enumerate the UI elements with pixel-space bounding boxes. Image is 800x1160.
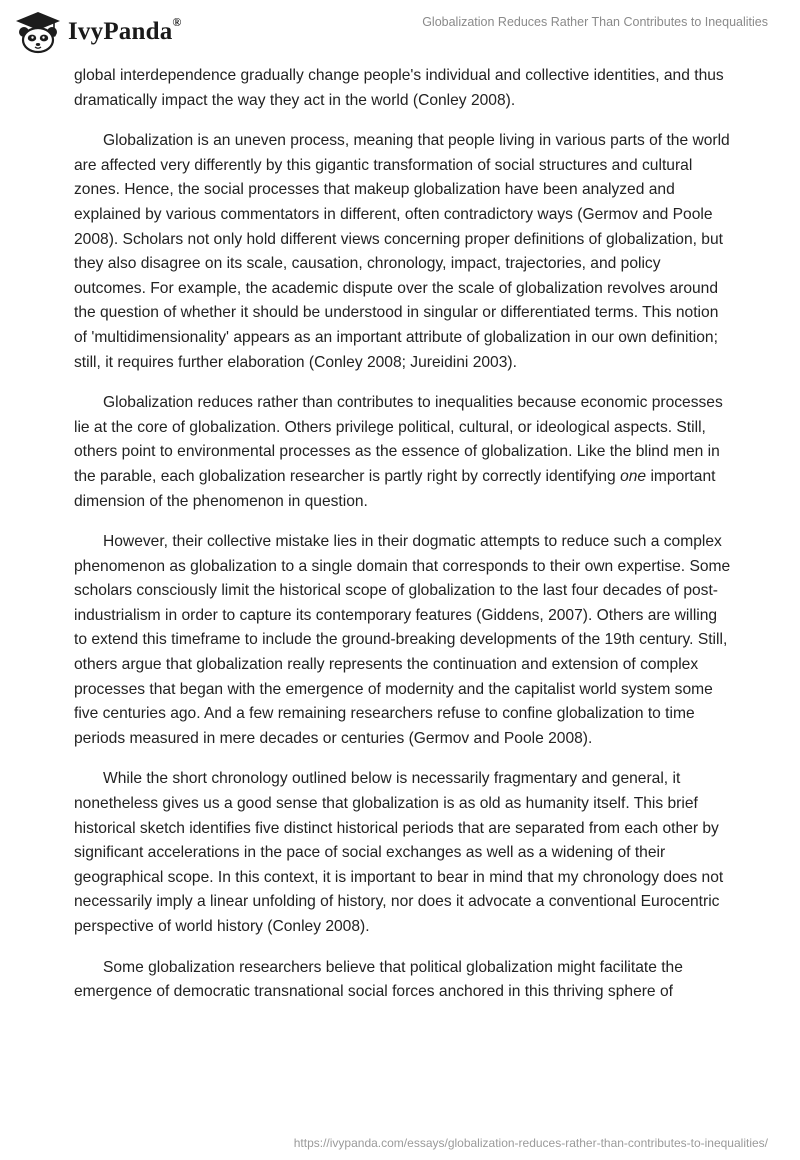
ivypanda-logo[interactable] xyxy=(14,10,182,54)
emphasis-text: one xyxy=(620,467,647,485)
paragraph: While the short chronology outlined below is necessarily fragmentary and general, it nonetheless gives us a good sense that globalization is as old as humanity itself. This brief historical sketch identifies five distinct historical periods that are separated from each other by significant accelerations in the pace of social exchanges as well as a widening of their geographical scope. In this context, it is important to bear in mind that my chronology does not necessarily imply a linear unfolding of history, nor does it advocate a conventional Eurocentric perspective of world history (Conley 2008). xyxy=(74,770,724,935)
logo-wordmark: IvyPanda® xyxy=(68,14,182,45)
essay-body xyxy=(74,64,734,1021)
paragraph: Some globalization researchers believe that political globalization might facilitate the emergence of democratic transnational social forces anchored in this thriving sphere of xyxy=(74,958,683,1001)
page-header xyxy=(0,0,800,70)
paragraph: Globalization reduces rather than contributes to inequalities because economic processes lie at the core of globalization. Others privilege political, cultural, or ideological aspects. Still, others point to environmental processes as the essence of globalization. Like the blind men in the parable, each globalization researcher is partly right by correctly identifying one important dimension of the phenomenon in question. xyxy=(74,394,723,510)
paragraph: global interdependence gradually change people's individual and collective identities, and thus dramatically impact the way they act in the world (Conley 2008). xyxy=(74,67,724,109)
document-title: Globalization Reduces Rather Than Contributes to Inequalities xyxy=(422,15,768,29)
paragraph: However, their collective mistake lies in their dogmatic attempts to reduce such a complex phenomenon as globalization to a single domain that corresponds to their own expertise. Some scholars consciously limit the historical scope of globalization to the last four decades of post-industrialism in order to capture its contemporary features (Giddens, 2007). Others are willing to extend this timeframe to include the ground-breaking developments of the 19th century. Still, others argue that globalization really represents the continuation and extension of complex processes that began with the emergence of modernity and the capitalist world system some five centuries ago. And a few remaining researchers refuse to confine globalization to time periods measured in mere decades or centuries (Germov and Poole 2008). xyxy=(74,533,731,747)
paragraph: Globalization is an uneven process, meaning that people living in various parts of the world are affected very differently by this gigantic transformation of social structures and cultural zones. Hence, the social processes that makeup globalization have been analyzed and explained by various commentators in different, often contradictory ways (Germov and Poole 2008). Scholars not only hold different views concerning proper definitions of globalization, but they also disagree on its scale, causation, chronology, impact, trajectories, and policy outcomes. For example, the academic dispute over the scale of globalization revolves around the question of whether it should be understood in singular or differentiated terms. This notion of 'multidimensionality' appears as an important attribute of globalization in our own definition; still, it requires further elaboration (Conley 2008; Jureidini 2003). xyxy=(74,132,730,371)
source-url[interactable]: https://ivypanda.com/essays/globalization-reduces-rather-than-contributes-to-inequalities/ xyxy=(293,1136,768,1150)
panda-graduate-icon xyxy=(14,10,62,54)
